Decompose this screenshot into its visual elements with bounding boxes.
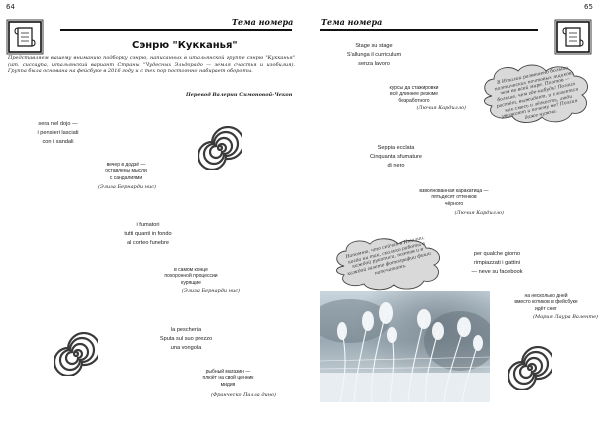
poem-author: (Элиза Бернарди нис) — [181, 288, 240, 294]
poem-author: (Лючия Кардилло) — [416, 105, 466, 111]
page-number-right: 65 — [584, 3, 593, 11]
header-rule-right — [320, 29, 538, 31]
cloud-text: Напомню, что сейчас в Италии, когда ни так, сколько работы в каждой рукописи, поэтов и в каждой газете фотографии фиши напечатать. — [345, 235, 432, 278]
poem-italian: Stage su stage S'allunga il curriculum senza lavoro — [346, 43, 402, 67]
scroll-icon — [554, 19, 592, 55]
poem-author: (Мария Лаура Валенте) — [533, 314, 598, 320]
poem-italian: per qualche giorno rimpiazzati i gattini — neve su facebook — [471, 251, 523, 275]
page-number-left: 64 — [6, 3, 15, 11]
scroll-icon — [6, 19, 44, 55]
cloud-shape — [330, 236, 446, 296]
poem-italian: i fumatori tutti quanti in fondo al corteo funebre — [124, 222, 172, 246]
poem-italian: Seppia ecclata Cinquanta sfumature di nero — [370, 145, 422, 169]
poem-russian: курсы да стажировки всё длиннее резюме безработного — [389, 85, 439, 104]
spiral-icon — [508, 346, 552, 394]
section-label-left: Тема номера — [232, 17, 294, 27]
page-title: Сэнрю "Кукканья" — [132, 40, 238, 51]
poem-russian: в самом конце похоронной процессии курящие — [164, 267, 218, 286]
poem-russian: взволнованная каракатица — пятьдесят оттенков чёрного — [419, 188, 489, 207]
spiral-icon — [54, 332, 98, 380]
poem-russian: рыбный магазин — плюёт на свой ценник мидия — [202, 369, 254, 388]
frost-photo — [320, 291, 490, 402]
poem-author: (Элиза Бернарди нис) — [97, 184, 156, 190]
spiral-icon — [198, 126, 242, 174]
header-rule-left — [60, 29, 292, 31]
intro-paragraph: Представляем вашему вниманию подборку сэнрю, написанных в итальянской группе сэнрю "Кукканья" (ит. cuccagna, итальянский вариант Страны "Чудесных Эльдорадо — земля счастья и изобилия). Группа была основана на фейсбуке в 2016 году и с тех пор постоянно набирает обороты. — [8, 55, 295, 75]
poem-russian: вечер в додзё — оставлены мысли с сандалиями — [105, 162, 147, 181]
cloud-shape — [478, 62, 594, 130]
translation-credit: Перевод Валерии Симоновой-Чекон — [186, 92, 293, 98]
poem-author: (Франческо Палла дино) — [211, 392, 276, 398]
section-label-right: Тема номера — [321, 17, 383, 27]
poem-italian: la pescheria Sputa sul suo prezzo una vongola — [159, 327, 213, 351]
poem-author: (Лючия Кардилло) — [454, 210, 504, 216]
cloud-text: В Италии развешено больше поэтических почтовых ящиков, чем во всей мире. Поэтов — больше, чем где-нибудь! Поэзия растёт, выжидает, и слагается как смесь и лёгкость, люди уважают и почему не? Поэзия даже нужна. — [494, 65, 579, 121]
poem-russian: на несколько дней вместо котиков в фейсбуке идёт снег — [514, 293, 578, 312]
right-page — [300, 0, 600, 424]
poem-italian: sera nel dojo — i pensieri lasciati con i sandali — [37, 121, 79, 145]
